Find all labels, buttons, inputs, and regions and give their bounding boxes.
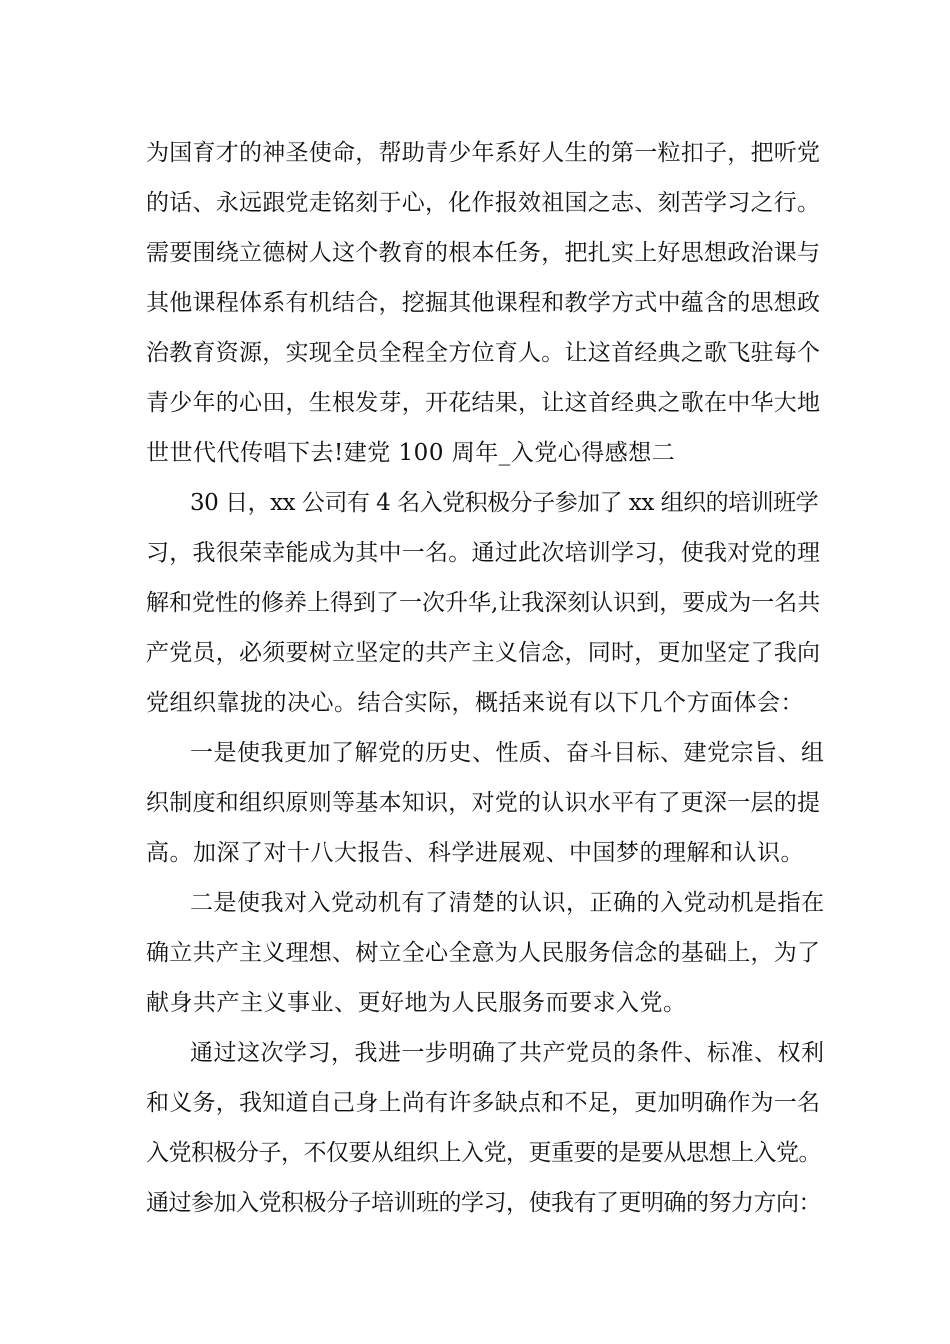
text-line: 二是使我对入党动机有了清楚的认识，正确的入党动机是指在 [190,890,825,916]
text-line: 习，我很荣幸能成为其中一名。通过此次培训学习，使我对党的理 [146,540,821,566]
text-line: 其他课程体系有机结合，挖掘其他课程和教学方式中蕴含的思想政 [146,290,821,316]
text-line: 通过这次学习，我进一步明确了共产党员的条件、标准、权利 [190,1040,825,1066]
text-line: 和义务，我知道自己身上尚有许多缺点和不足，更加明确作为一名 [146,1090,821,1116]
text-line: 一是使我更加了解党的历史、性质、奋斗目标、建党宗旨、组 [190,740,825,766]
text-line: 党组织靠拢的决心。结合实际，概括来说有以下几个方面体会： [146,690,804,716]
text-line: 为国育才的神圣使命，帮助青少年系好人生的第一粒扣子，把听党 [146,140,821,166]
text-line: 解和党性的修养上得到了一次升华,让我深刻认识到，要成为一名共 [146,590,821,616]
text-line: 入党积极分子，不仅要从组织上入党，更重要的是要从思想上入党。 [146,1140,821,1166]
text-line: 确立共产主义理想、树立全心全意为人民服务信念的基础上，为了 [146,940,821,966]
text-line: 需要围绕立德树人这个教育的根本任务，把扎实上好思想政治课与 [146,240,821,266]
text-line: 青少年的心田，生根发芽，开花结果，让这首经典之歌在中华大地 [146,390,821,416]
document-body [146,128,826,1228]
text-line: 献身共产主义事业、更好地为人民服务而要求入党。 [146,990,687,1016]
text-line: 通过参加入党积极分子培训班的学习，使我有了更明确的努力方向： [146,1190,821,1216]
text-line: 织制度和组织原则等基本知识，对党的认识水平有了更深一层的提 [146,790,821,816]
text-line: 高。加深了对十八大报告、科学进展观、中国梦的理解和认识。 [146,840,804,866]
text-line: 治教育资源，实现全员全程全方位育人。让这首经典之歌飞驻每个 [146,340,821,366]
text-line: 30 日，xx 公司有 4 名入党积极分子参加了 xx 组织的培训班学 [190,490,819,516]
text-line: 世世代代传唱下去!建党 100 周年_入党心得感想二 [146,440,676,466]
text-line: 的话、永远跟党走铭刻于心，化作报效祖国之志、刻苦学习之行。 [146,190,821,216]
text-line: 产党员，必须要树立坚定的共产主义信念，同时，更加坚定了我向 [146,640,821,666]
